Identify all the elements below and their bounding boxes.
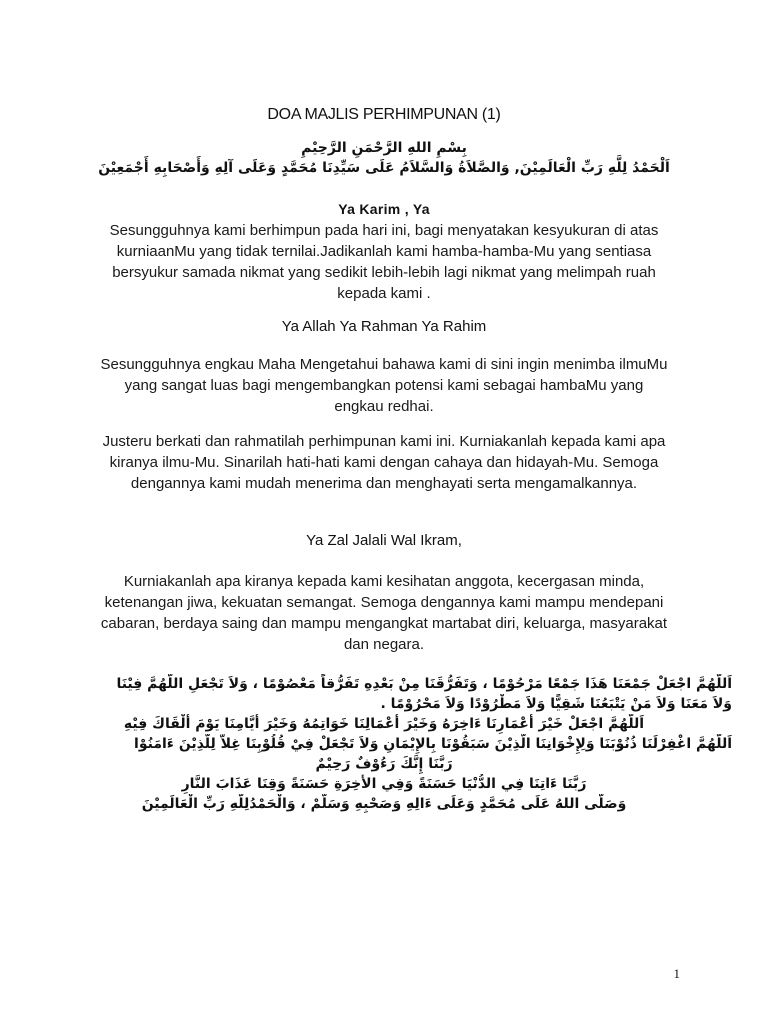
section-heading-ya-karim: Ya Karim , Ya: [338, 201, 430, 217]
paragraph-health: Kurniakanlah apa kiranya kepada kami kesihatan anggota, kecergasan minda, ketenangan jiwa, kekuatan semangat. Semoga dengannya kami mampu mendepani cabaran, berdaya saing dan mampu mengangkat martabat diri, keluarga, masyarakat dan negara.: [100, 573, 668, 653]
arabic-doa-block: [36, 674, 732, 814]
doa-line: رَبَّنَا إِنَّكَ رَءُوْفٌ رَحِيْمٌ: [315, 756, 453, 772]
opening-praise-text: اَلْحَمْدُ لِلَّهِ رَبِّ الْعَالَمِيْنَ, وَالصَّلاَةُ وَالسَّلاَمُ عَلَى سَيِّدِنَا مُحَمَّدٍ وَعَلَى آلِهِ وَأَصْحَابِهِ أَجْمَعِيْنَ: [98, 160, 670, 176]
paragraph-gratitude: Sesungguhnya kami berhimpun pada hari ini, bagi menyatakan kesyukuran di atas kurniaanMu yang tidak ternilai.Jadikanlah kami hamba-hamba-Mu yang sentiasa bersyukur samada nikmat yang sedikit lebih-lebih lagi nikmat yang melimpah ruah kepada kami .: [109, 222, 659, 302]
section-heading-ya-zal-jalali: Ya Zal Jalali Wal Ikram,: [306, 532, 462, 549]
doa-line: اَللَّهُمَّ اغْفِرْلَنَا ذُنُوْبَنَا وَلِإِخْوَانِنَا الَّذِيْنَ سَبَقُوْنَا بِالإِيْمَانِ وَلاَ تَجْعَلْ فِيْ قُلُوْبِنَا غِلاًّ لِلَّذِيْنَ ءَامَنُوْا: [134, 736, 732, 752]
doa-line: اَللَّهُمَّ اجْعَلْ جَمْعَنَا هَذَا جَمْعًا مَرْحُوْمًا ، وَتَفَرُّقَنَا مِنْ بَعْدِهِ تَفَرُّقاً مَعْصُوْمًا ، وَلاَ تَجْعَلِ اللَّهُمَّ فِيْنَا: [116, 676, 732, 692]
doa-line: اَللَّهُمَّ اجْعَلْ خَيْرَ أَعْمَارِنَا ءَاخِرَهُ وَخَيْرَ أَعْمَالِنَا خَوَاتِمُهُ وَخَيْرَ أَيَّامِنَا يَوْمَ أَلْقَاكَ فِيْهِ: [123, 716, 645, 732]
section-heading-ya-allah: Ya Allah Ya Rahman Ya Rahim: [281, 318, 487, 335]
doa-line: وَصَلَّى اللهُ عَلَى مُحَمَّدٍ وَعَلَى ءَالِهِ وَصَحْبِهِ وَسَلَّمْ ، وَالْحَمْدُلِلَّهِ رَبِّ الْعَالَمِيْنَ: [141, 796, 627, 812]
doa-line: وَلاَ مَعَنَا وَلاَ مَنْ يَتْبَعُنَا شَقِيًّا وَلاَ مَطْرُوْدًا وَلاَ مَحْرُوْمًا .: [380, 696, 732, 712]
paragraph-blessing: Justeru berkati dan rahmatilah perhimpunan kami ini. Kurniakanlah kepada kami apa kiranya ilmu-Mu. Sinarilah hati-hati kami dengan cahaya dan hidayah-Mu. Semoga dengannya kami mudah menerima dan menghayati serta mengamalkannya.: [102, 433, 666, 492]
page-title: DOA MAJLIS PERHIMPUNAN (1): [267, 106, 501, 123]
paragraph-knowledge: Sesungguhnya engkau Maha Mengetahui bahawa kami di sini ingin menimba ilmuMu yang sangat luas bagi mengembangkan potensi kami sebagai hambaMu yang engkau redhai.: [100, 356, 668, 415]
page-number: 1: [673, 966, 680, 981]
bismillah-text: بِسْمِ اللهِ الرَّحْمَنِ الرَّحِيْمِ: [301, 140, 467, 156]
doa-line: رَبَّنَا ءَاتِنَا فِي الدُّنْيَا حَسَنَةً وَفِي الأَخِرَةِ حَسَنَةً وَقِنَا عَذَابَ النَّارِ: [181, 776, 587, 792]
